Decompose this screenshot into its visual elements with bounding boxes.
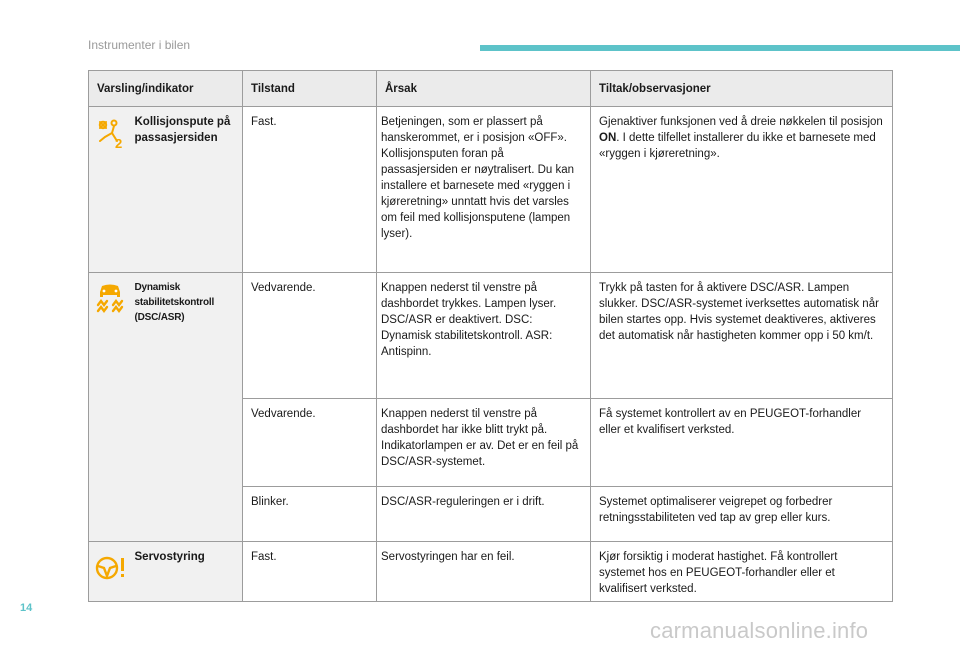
action-cell: Trykk på tasten for å aktivere DSC/ASR. Lampen slukker. DSC/ASR-systemet iverksettes automatisk når bilen startes opp. Hvis systemet deaktiveres, aktiveres det automatisk når hastigheten kommer opp i 50 km/t. bbox=[591, 273, 893, 399]
indicator-icon-cell bbox=[89, 107, 131, 273]
header-cause: Årsak bbox=[377, 71, 591, 107]
dsc-asr-off-icon bbox=[93, 283, 127, 315]
state-cell: Vedvarende. bbox=[243, 399, 377, 487]
action-cell bbox=[591, 107, 893, 273]
section-title: Instrumenter i bilen bbox=[88, 38, 191, 52]
header-state: Tilstand bbox=[243, 71, 377, 107]
cause-cell: Knappen nederst til venstre på dashbordet trykkes. Lampen lyser. DSC/ASR er deaktivert. DSC: Dynamisk stabilitetskontroll. ASR: Antispinn. bbox=[377, 273, 591, 399]
svg-text:2: 2 bbox=[114, 136, 122, 149]
header-accent-bar bbox=[480, 45, 960, 51]
indicator-name: Servostyring bbox=[131, 542, 243, 602]
action-cell: Systemet optimaliserer veigrepet og forbedrer retningsstabiliteten ved tap av grep eller kurs. bbox=[591, 487, 893, 542]
action-text: . I dette tilfellet installerer du ikke et barnesete med «ryggen i kjøreretning». bbox=[599, 132, 876, 160]
state-cell: Blinker. bbox=[243, 487, 377, 542]
action-cell: Kjør forsiktig i moderat hastighet. Få kontrollert systemet hos en PEUGEOT-forhandler eller et kvalifisert verksted. bbox=[591, 542, 893, 602]
watermark: carmanualsonline.info bbox=[650, 618, 869, 643]
indicator-name: Kollisjonspute på passasjersiden bbox=[131, 107, 243, 273]
cause-cell: Servostyringen har en feil. bbox=[377, 542, 591, 602]
cause-cell: DSC/ASR-reguleringen er i drift. bbox=[377, 487, 591, 542]
table-row bbox=[89, 273, 893, 399]
action-text: Gjenaktiver funksjonen ved å dreie nøkkelen til posisjon bbox=[599, 116, 883, 128]
cause-cell: Betjeningen, som er plassert på hanskerommet, er i posisjon «OFF». Kollisjonsputen foran på passasjersiden er nøytralisert. Du kan installere et barnesete med «ryggen i kjøreretning» unntatt hvis det varsles om feil med kollisjonsputene (lampen lyser). bbox=[377, 107, 591, 273]
header-action: Tiltak/observasjoner bbox=[591, 71, 893, 107]
state-cell: Fast. bbox=[243, 107, 377, 273]
indicator-icon-cell bbox=[89, 273, 131, 542]
airbag-off-passenger-icon bbox=[93, 117, 127, 149]
table-row bbox=[89, 107, 893, 273]
state-cell: Fast. bbox=[243, 542, 377, 602]
warning-indicator-table bbox=[88, 70, 893, 602]
indicator-name: Dynamisk stabilitetskontroll (DSC/ASR) bbox=[131, 273, 243, 542]
cause-cell: Knappen nederst til venstre på dashbordet har ikke blitt trykt på. Indikatorlampen er av. Det er en feil på DSC/ASR-systemet. bbox=[377, 399, 591, 487]
table-header-row bbox=[89, 71, 893, 107]
action-cell: Få systemet kontrollert av en PEUGEOT-forhandler eller et kvalifisert verksted. bbox=[591, 399, 893, 487]
header-indicator: Varsling/indikator bbox=[89, 71, 243, 107]
state-cell: Vedvarende. bbox=[243, 273, 377, 399]
power-steering-fault-icon bbox=[93, 552, 127, 584]
table-row bbox=[89, 542, 893, 602]
action-emphasis: ON bbox=[599, 132, 617, 144]
indicator-icon-cell bbox=[89, 542, 131, 602]
page-number: 14 bbox=[20, 602, 33, 614]
